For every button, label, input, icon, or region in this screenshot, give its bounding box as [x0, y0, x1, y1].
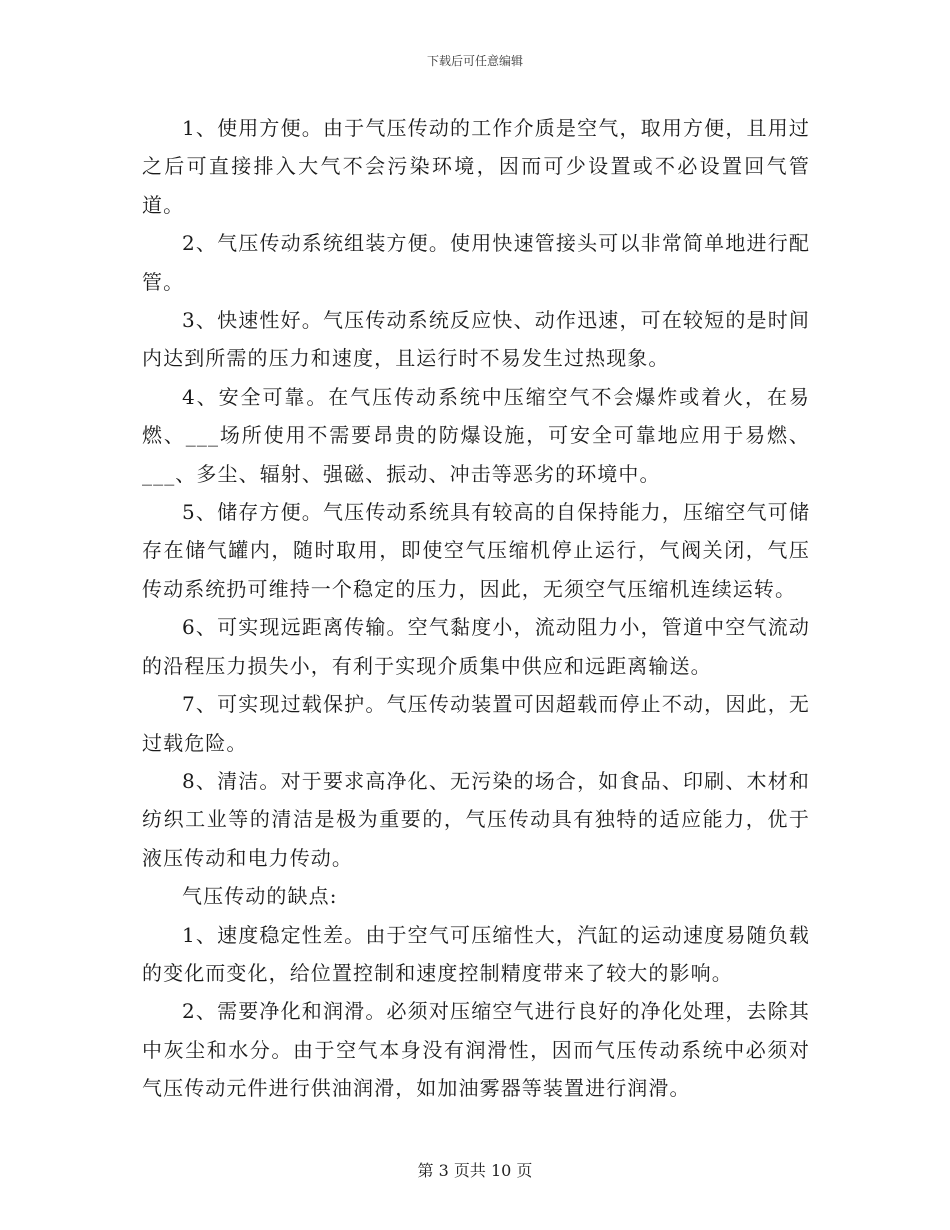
paragraph-advantage-7: 7、可实现过载保护。气压传动装置可因超载而停止不动，因此，无过载危险。	[142, 692, 810, 755]
paragraph-disadvantage-1: 1、速度稳定性差。由于空气可压缩性大，汽缸的运动速度易随负载的变化而变化，给位置控制和速度控制精度带来了较大的影响。	[142, 922, 810, 985]
paragraph-advantage-8: 8、清洁。对于要求高净化、无污染的场合，如食品、印刷、木材和纺织工业等的清洁是极为重要的，气压传动具有独特的适应能力，优于液压传动和电力传动。	[142, 768, 810, 870]
paragraph-disadvantage-2: 2、需要净化和润滑。必须对压缩空气进行良好的净化处理，去除其中灰尘和水分。由于空气本身没有润滑性，因而气压传动系统中必须对气压传动元件进行供油润滑，如加油雾器等装置进行润滑。	[142, 999, 810, 1101]
paragraph-advantage-2: 2、气压传动系统组装方便。使用快速管接头可以非常简单地进行配管。	[142, 231, 810, 294]
section-heading-disadvantages: 气压传动的缺点:	[182, 884, 338, 909]
paragraph-advantage-5: 5、储存方便。气压传动系统具有较高的自保持能力，压缩空气可储存在储气罐内，随时取用，即使空气压缩机停止运行，气阀关闭，气压传动系统扔可维持一个稳定的压力，因此，无须空气压缩机连续运转。	[142, 500, 810, 601]
page-header: 下载后可任意编辑	[426, 54, 523, 68]
paragraph-advantage-4: 4、安全可靠。在气压传动系统中压缩空气不会爆炸或着火，在易燃、___场所使用不需要昂贵的防爆设施，可安全可靠地应用于易燃、___、多尘、辐射、强磁、振动、冲击等恶劣的环境中。	[142, 384, 810, 486]
page-number: 第 3 页共 10 页	[417, 1161, 533, 1180]
paragraph-advantage-6: 6、可实现远距离传输。空气黏度小，流动阻力小，管道中空气流动的沿程压力损失小，有利于实现介质集中供应和远距离输送。	[142, 615, 810, 678]
paragraph-advantage-1: 1、使用方便。由于气压传动的工作介质是空气，取用方便，且用过之后可直接排入大气不会污染环境，因而可少设置或不必设置回气管道。	[142, 116, 810, 217]
document-body	[142, 109, 810, 1108]
paragraph-advantage-3: 3、快速性好。气压传动系统反应快、动作迅速，可在较短的是时间内达到所需的压力和速度，且运行时不易发生过热现象。	[142, 308, 810, 371]
